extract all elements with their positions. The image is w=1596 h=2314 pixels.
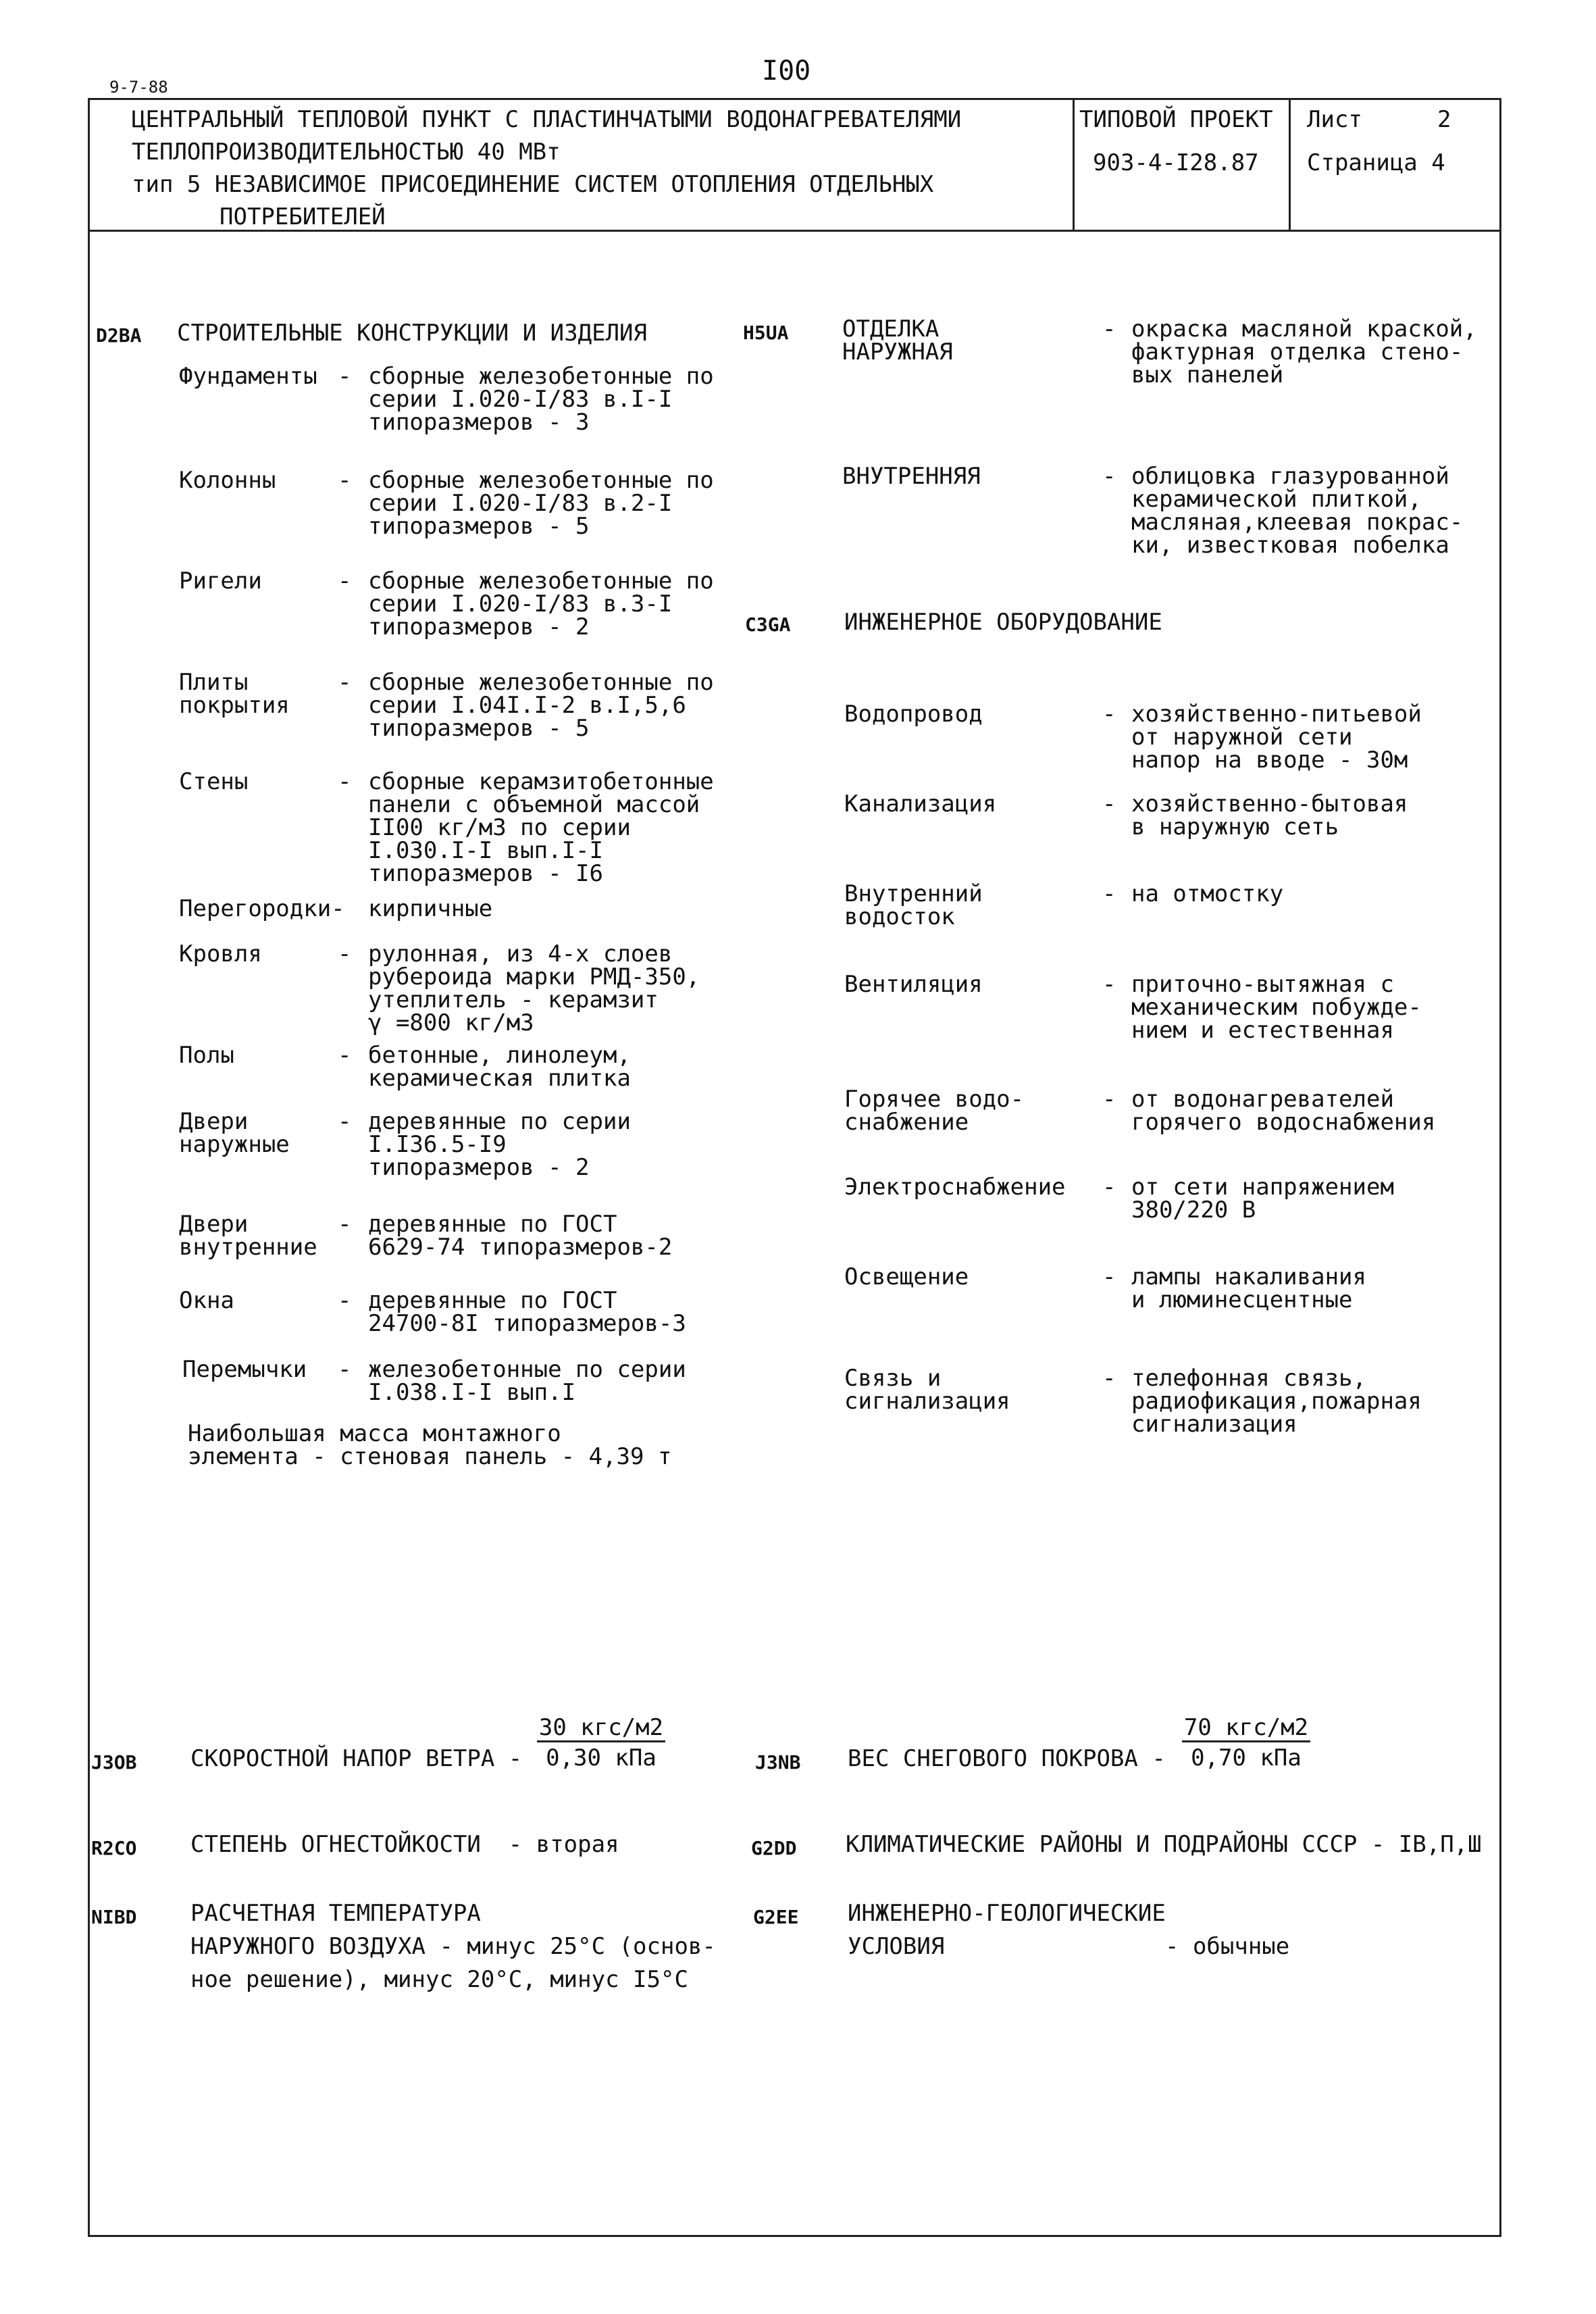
wind-pressure-label: СКОРОСТНОЙ НАПОР ВЕТРА - (190, 1745, 523, 1772)
title-line: тип 5 НЕЗАВИСИМОЕ ПРИСОЕДИНЕНИЕ СИСТЕМ ОТОПЛЕНИЯ ОТДЕЛЬНЫХ (132, 171, 934, 198)
title-block-separator (1289, 98, 1291, 230)
item-label: Вентиляция (844, 971, 983, 998)
finish-inner-desc: масляная,клеевая покрас- (1131, 509, 1464, 536)
item-desc: деревянные по ГОСТ (368, 1287, 617, 1314)
item-desc: деревянные по ГОСТ (368, 1211, 617, 1238)
finish-inner-label: ВНУТРЕННЯЯ (842, 463, 981, 490)
item-dash: - (338, 363, 352, 390)
wind-pressure-kpa: 0,30 кПа (546, 1744, 657, 1771)
title-line: ТЕПЛОПРОИЗВОДИТЕЛЬНОСТЬЮ 40 МВт (132, 139, 561, 166)
snow-load-kpa: 0,70 кПа (1191, 1744, 1302, 1771)
wind-pressure-value (537, 1716, 665, 1769)
item-dash: - (1102, 971, 1116, 998)
item-desc: сигнализация (1131, 1411, 1297, 1438)
item-label: Полы (179, 1042, 234, 1069)
item-desc: сборные железобетонные по (368, 363, 714, 390)
item-label: Двери (179, 1211, 249, 1238)
item-label: Связь и (844, 1365, 942, 1392)
item-dash: - (1102, 1263, 1116, 1290)
section-code: H5UA (743, 322, 789, 344)
item-desc: железобетонные по серии (368, 1356, 686, 1383)
sheet-number: 2 (1437, 106, 1451, 133)
item-label: Плиты (179, 669, 249, 696)
section-heading: ИНЖЕНЕРНОЕ ОБОРУДОВАНИЕ (844, 609, 1162, 636)
item-desc: типоразмеров - 5 (368, 513, 590, 540)
item-desc: на отмостку (1131, 880, 1284, 907)
item-label: Окна (179, 1287, 234, 1314)
item-label: сигнализация (844, 1388, 1010, 1415)
title-line: ПОТРЕБИТЕЛЕЙ (220, 203, 386, 230)
finish-inner-desc: керамической плиткой, (1131, 486, 1422, 513)
item-desc: и люминесцентные (1131, 1286, 1353, 1313)
param-code: J3OB (91, 1751, 137, 1774)
item-label: Перемычки (182, 1356, 307, 1383)
item-desc: I.030.I-I вып.I-I (368, 837, 603, 864)
item-dash: - (338, 568, 352, 595)
geology-conditions: УСЛОВИЯ (848, 1933, 945, 1960)
item-desc: сборные железобетонные по (368, 467, 714, 494)
item-label: Канализация (844, 790, 997, 818)
heaviest-element-note: Наибольшая масса монтажного (188, 1420, 561, 1447)
item-desc: серии I.020-I/83 в.3-I (368, 590, 673, 618)
item-desc: панели с объемной массой (368, 791, 700, 818)
item-desc: сборные железобетонные по (368, 568, 714, 595)
snow-load-kgs: 70 кгс/м2 (1182, 1716, 1310, 1742)
section-code: D2BA (96, 324, 142, 347)
item-dash: - (338, 1356, 352, 1383)
document-date: 9-7-88 (109, 78, 168, 97)
item-desc: типоразмеров - 2 (368, 1154, 590, 1181)
page-label: Страница 4 (1307, 149, 1445, 176)
item-desc: хозяйственно-бытовая (1131, 790, 1408, 818)
item-label: Стены (179, 768, 249, 795)
item-dash: - (1102, 790, 1116, 818)
title-block-separator (1073, 98, 1075, 230)
item-dash: - (1102, 880, 1116, 907)
item-label: Колонны (179, 467, 276, 494)
finish-outer-desc: фактурная отделка стено- (1131, 338, 1464, 366)
design-temperature: РАСЧЕТНАЯ ТЕМПЕРАТУРА (190, 1900, 481, 1927)
item-dash: - (1102, 1365, 1116, 1392)
project-number: 903-4-I28.87 (1093, 149, 1259, 176)
item-desc: от наружной сети (1131, 724, 1353, 751)
title-line: ЦЕНТРАЛЬНЫЙ ТЕПЛОВОЙ ПУНКТ С ПЛАСТИНЧАТЫМИ ВОДОНАГРЕВАТЕЛЯМИ (132, 106, 962, 133)
item-label: Освещение (844, 1263, 969, 1290)
item-label: Горячее водо- (844, 1086, 1025, 1113)
climate-regions: КЛИМАТИЧЕСКИЕ РАЙОНЫ И ПОДРАЙОНЫ СССР - IВ,П,Ш (846, 1831, 1482, 1858)
sheet-label: Лист (1307, 106, 1362, 133)
item-desc: 24700-8I типоразмеров-3 (368, 1310, 686, 1337)
item-desc: нием и естественная (1131, 1017, 1394, 1044)
item-desc: утеплитель - керамзит (368, 986, 659, 1013)
wind-pressure-kgs: 30 кгс/м2 (537, 1716, 665, 1742)
heaviest-element-note: элемента - стеновая панель - 4,39 т (188, 1443, 672, 1470)
item-dash: - (1102, 316, 1116, 343)
item-desc: приточно-вытяжная с (1131, 971, 1394, 998)
item-desc: бетонные, линолеум, (368, 1042, 631, 1069)
param-code: G2DD (751, 1837, 797, 1859)
design-temperature: ное решение), минус 20°С, минус I5°С (190, 1966, 688, 1993)
finish-inner-desc: ки, известковая побелка (1131, 532, 1449, 559)
item-desc: в наружную сеть (1131, 813, 1339, 840)
item-dash: - (1102, 463, 1116, 490)
item-desc: лампы накаливания (1131, 1263, 1366, 1290)
item-desc: I.I36.5-I9 (368, 1131, 507, 1158)
item-desc: хозяйственно-питьевой (1131, 701, 1422, 728)
item-label: снабжение (844, 1109, 969, 1136)
item-desc: горячего водоснабжения (1131, 1109, 1436, 1136)
item-desc: от водонагревателей (1131, 1086, 1394, 1113)
item-dash: - (1102, 1086, 1116, 1113)
snow-load-value (1182, 1716, 1310, 1769)
item-desc: сборные железобетонные по (368, 669, 714, 696)
item-desc: радиофикация,пожарная (1131, 1388, 1422, 1415)
param-code: NIBD (91, 1906, 137, 1928)
snow-load-label: ВЕС СНЕГОВОГО ПОКРОВА - (848, 1745, 1166, 1772)
geology-value: - обычные (1165, 1933, 1290, 1960)
finish-outer-desc: окраска масляной краской, (1131, 316, 1477, 343)
item-desc: 6629-74 типоразмеров-2 (368, 1234, 673, 1261)
item-dash: - (338, 1108, 352, 1135)
finish-outer-label: ОТДЕЛКА (842, 316, 939, 343)
param-code: J3NB (755, 1751, 801, 1774)
item-desc: керамическая плитка (368, 1065, 631, 1092)
finish-outer-desc: вых панелей (1131, 361, 1284, 388)
design-temperature: НАРУЖНОГО ВОЗДУХА - минус 25°С (основ- (190, 1933, 716, 1960)
item-dash: - (1102, 701, 1116, 728)
item-desc: II00 кг/м3 по серии (368, 814, 631, 841)
finish-inner-desc: облицовка глазурованной (1131, 463, 1449, 490)
item-label: Двери (179, 1108, 249, 1135)
fire-resistance: СТЕПЕНЬ ОГНЕСТОЙКОСТИ - вторая (190, 1831, 619, 1858)
section-heading: СТРОИТЕЛЬНЫЕ КОНСТРУКЦИИ И ИЗДЕЛИЯ (177, 320, 647, 347)
item-label: Ригели (179, 568, 262, 595)
item-dash: - (338, 1211, 352, 1238)
item-desc: деревянные по серии (368, 1108, 631, 1135)
item-desc: кирпичные (368, 895, 493, 922)
item-desc: сборные керамзитобетонные (368, 768, 714, 795)
item-desc: типоразмеров - 3 (368, 409, 590, 436)
item-desc: 380/220 В (1131, 1197, 1256, 1224)
item-label: наружные (179, 1131, 290, 1158)
item-desc: рулонная, из 4-х слоев (368, 940, 673, 967)
item-desc: телефонная связь, (1131, 1365, 1366, 1392)
item-dash: - (1102, 1174, 1116, 1201)
item-label: Электроснабжение (844, 1174, 1066, 1201)
project-label: ТИПОВОЙ ПРОЕКТ (1079, 106, 1273, 133)
item-desc: серии I.04I.I-2 в.I,5,6 (368, 692, 686, 719)
param-code: R2CO (91, 1837, 137, 1859)
item-dash: - (338, 1042, 352, 1069)
finish-outer-label: НАРУЖНАЯ (842, 338, 953, 366)
item-label: Перегородки- (179, 895, 345, 922)
item-desc: γ =800 кг/м3 (368, 1009, 534, 1036)
item-label: Кровля (179, 940, 262, 967)
item-dash: - (338, 940, 352, 967)
item-desc: серии I.020-I/83 в.I-I (368, 386, 673, 413)
item-desc: I.038.I-I вып.I (368, 1379, 576, 1406)
item-label: Внутренний (844, 880, 983, 907)
item-dash: - (338, 669, 352, 696)
param-code: G2EE (753, 1906, 799, 1928)
item-desc: типоразмеров - I6 (368, 860, 603, 887)
item-desc: типоразмеров - 5 (368, 715, 590, 742)
item-desc: типоразмеров - 2 (368, 613, 590, 640)
item-label: покрытия (179, 692, 290, 719)
item-desc: серии I.020-I/83 в.2-I (368, 490, 673, 517)
section-code: C3GA (745, 613, 791, 636)
item-dash: - (338, 467, 352, 494)
page-number: I00 (762, 55, 811, 86)
geology-conditions: ИНЖЕНЕРНО-ГЕОЛОГИЧЕСКИЕ (848, 1900, 1166, 1927)
item-dash: - (338, 768, 352, 795)
item-label: внутренние (179, 1234, 317, 1261)
item-label: Водопровод (844, 701, 983, 728)
item-desc: напор на вводе - 30м (1131, 747, 1408, 774)
item-desc: рубероида марки РМД-350, (368, 963, 700, 990)
item-desc: от сети напряжением (1131, 1174, 1394, 1201)
item-dash: - (338, 1287, 352, 1314)
item-label: водосток (844, 903, 955, 930)
item-desc: механическим побужде- (1131, 994, 1422, 1021)
item-label: Фундаменты (179, 363, 317, 390)
